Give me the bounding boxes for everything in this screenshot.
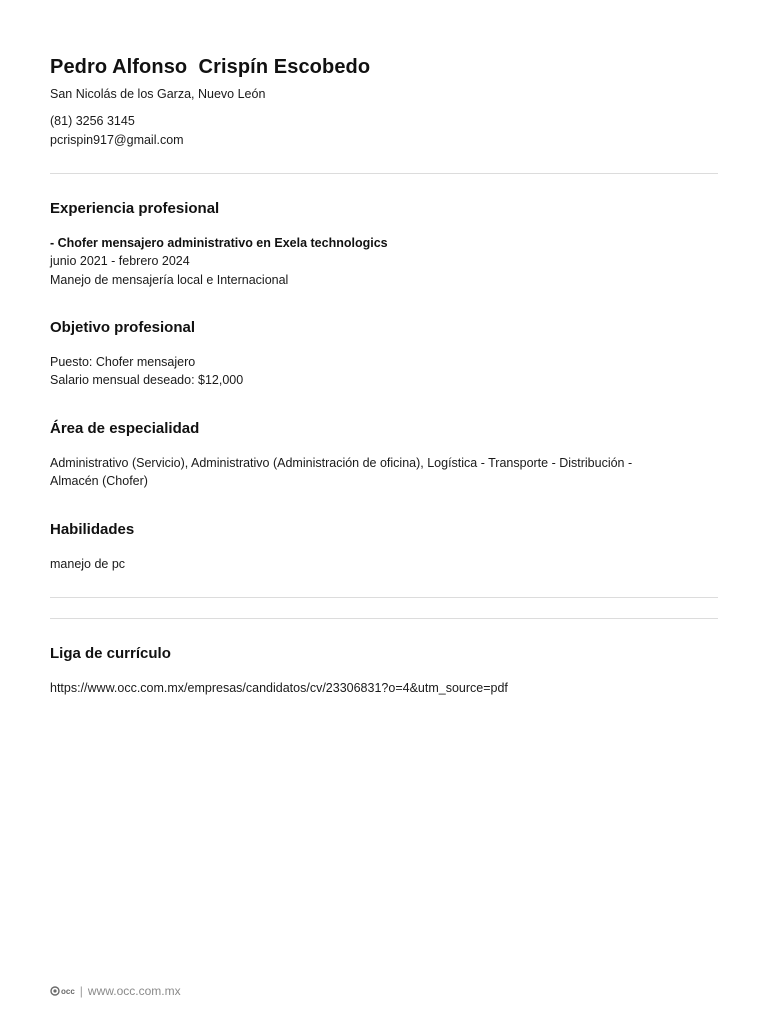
objective-heading: Objetivo profesional [50,319,196,336]
objective-salary: Salario mensual deseado: $12,000 [50,373,244,387]
candidate-location: San Nicolás de los Garza, Nuevo León [50,87,266,101]
candidate-email: pcrispin917@gmail.com [50,133,184,147]
candidate-name: Pedro Alfonso Crispín Escobedo [50,56,371,78]
cv-link-url[interactable]: https://www.occ.com.mx/empresas/candidatos/cv/23306831?o=4&utm_source=pdf [50,681,508,695]
specialty-line-2: Almacén (Chofer) [50,474,148,488]
skills-text: manejo de pc [50,557,126,571]
footer [50,984,181,998]
candidate-phone: (81) 3256 3145 [50,114,135,128]
occ-logo-icon [50,986,60,996]
specialty-heading: Área de especialidad [50,420,200,437]
experience-dates: junio 2021 - febrero 2024 [50,254,190,268]
experience-heading: Experiencia profesional [50,200,220,217]
divider [50,618,718,619]
experience-job-title: - Chofer mensajero administrativo en Exela technologics [50,236,388,250]
footer-separator: | [79,984,83,998]
divider [50,173,718,174]
cv-link-heading: Liga de currículo [50,645,171,662]
specialty-line-1: Administrativo (Servicio), Administrativo (Administración de oficina), Logística - Transporte - Distribución - [50,456,633,470]
objective-position: Puesto: Chofer mensajero [50,355,196,369]
occ-logo-text: occ [61,986,75,996]
occ-logo [50,986,75,996]
experience-description: Manejo de mensajería local e Internacional [50,273,289,287]
skills-heading: Habilidades [50,521,135,538]
footer-site-link[interactable]: www.occ.com.mx [87,984,181,998]
divider [50,597,718,598]
